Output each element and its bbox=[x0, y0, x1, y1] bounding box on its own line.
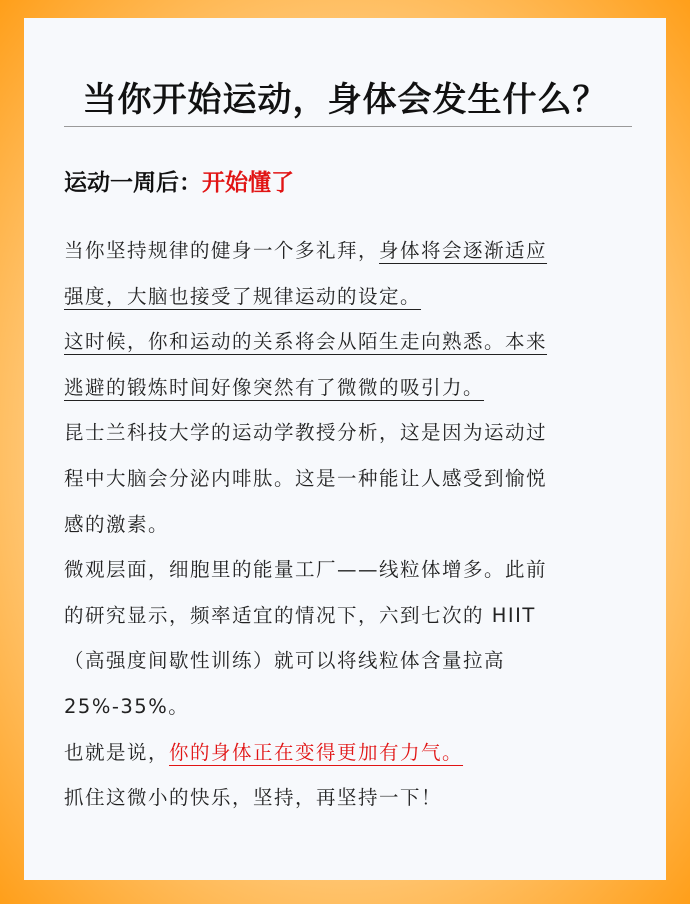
section-heading-prefix: 运动一周后： bbox=[64, 170, 202, 196]
paragraph-line bbox=[64, 274, 634, 320]
section-heading bbox=[64, 164, 294, 197]
article-body bbox=[64, 228, 634, 821]
paragraph-line: 昆士兰科技大学的运动学教授分析，这是因为运动过 bbox=[64, 421, 548, 445]
paragraph-4 bbox=[64, 547, 634, 729]
paragraph-line: （高强度间歇性训练）就可以将线粒体含量拉高 bbox=[64, 649, 506, 673]
paragraph-line: 的研究显示，频率适宜的情况下，六到七次的 HIIT bbox=[64, 603, 536, 627]
paragraph-line: 程中大脑会分泌内啡肽。这是一种能让人感受到愉悦 bbox=[64, 466, 548, 490]
underlined-text: 逃避的锻炼时间好像突然有了微微的吸引力。 bbox=[64, 375, 485, 399]
paragraph-line bbox=[64, 319, 634, 365]
paragraph-line: 感的激素。 bbox=[64, 512, 170, 536]
paragraph-line: 微观层面，细胞里的能量工厂——线粒体增多。此前 bbox=[64, 558, 548, 582]
underlined-text: 身体将会逐渐适应 bbox=[379, 239, 548, 262]
paragraph-1 bbox=[64, 228, 634, 319]
article-card bbox=[24, 18, 666, 880]
highlighted-text: 你的身体正在变得更加有力气。 bbox=[169, 740, 464, 764]
paragraph-text: 也就是说， bbox=[64, 740, 170, 764]
paragraph-line bbox=[64, 730, 634, 776]
paragraph-line bbox=[64, 228, 634, 274]
paragraph-5 bbox=[64, 730, 634, 776]
title-divider bbox=[64, 126, 632, 127]
paragraph-2 bbox=[64, 319, 634, 410]
section-heading-accent: 开始懂了 bbox=[202, 170, 294, 196]
paragraph-line: 25%-35%。 bbox=[64, 694, 190, 718]
paragraph-line bbox=[64, 365, 634, 411]
paragraph-6 bbox=[64, 775, 634, 821]
page-title: 当你开始运动，身体会发生什么？ bbox=[82, 80, 608, 120]
paragraph-3 bbox=[64, 410, 634, 547]
paragraph-text: 当你坚持规律的健身一个多礼拜， bbox=[64, 239, 380, 262]
paragraph-line: 抓住这微小的快乐，坚持，再坚持一下！ bbox=[64, 786, 443, 810]
underlined-text: 这时候，你和运动的关系将会从陌生走向熟悉。本来 bbox=[64, 330, 548, 354]
underlined-text: 强度，大脑也接受了规律运动的设定。 bbox=[64, 284, 422, 308]
